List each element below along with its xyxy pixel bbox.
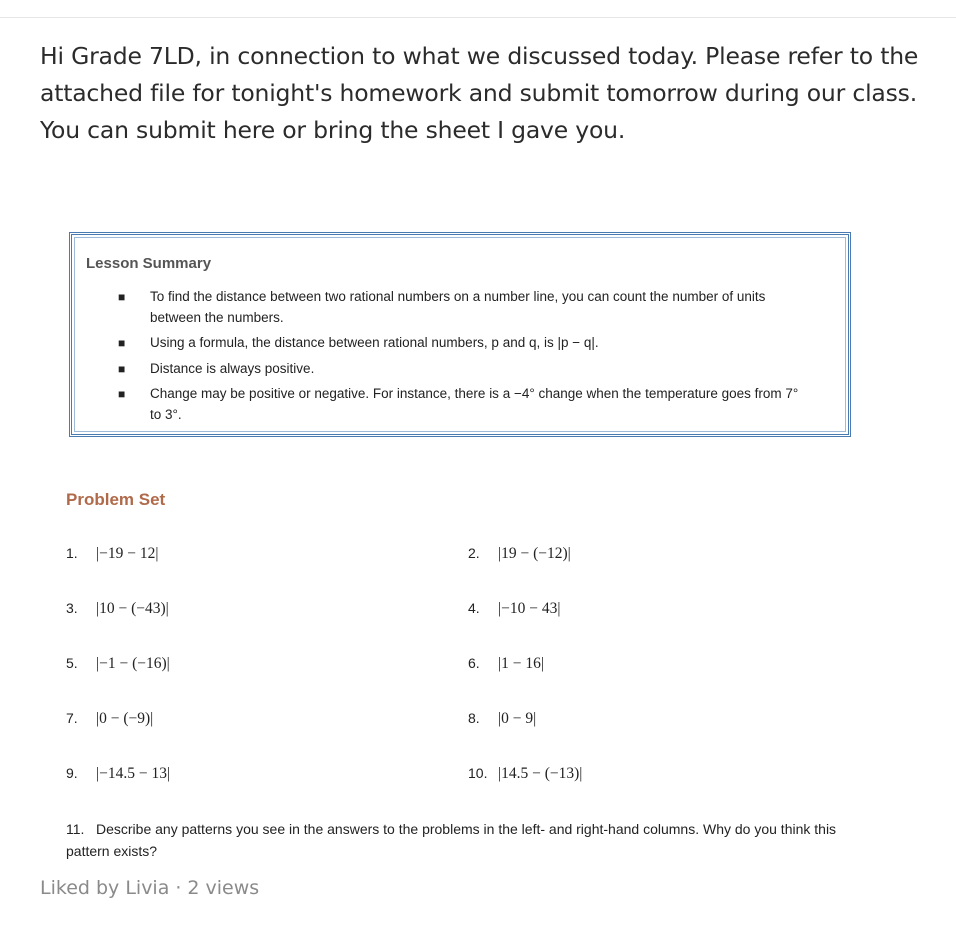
bullet-icon: ■ bbox=[118, 290, 126, 304]
attachment-image[interactable] bbox=[40, 200, 920, 859]
problem-item: 2. |19 − (−12)| bbox=[468, 545, 571, 562]
bullet-icon: ■ bbox=[118, 361, 126, 376]
top-divider bbox=[0, 17, 956, 18]
problem-item: 3. |10 − (−43)| bbox=[66, 600, 169, 617]
summary-bullet: ■ To find the distance between two rational numbers on a number line, you can count the number of units between the numbers. bbox=[118, 289, 766, 325]
problem-item: 10. |14.5 − (−13)| bbox=[468, 765, 583, 782]
lesson-summary-title: Lesson Summary bbox=[86, 255, 212, 272]
post-message: Hi Grade 7LD, in connection to what we discussed today. Please refer to the attached file for tonight's homework and submit tomorrow during our class. You can submit here or bring the sheet I gave you. bbox=[40, 42, 919, 144]
problem-item: 4. |−10 − 43| bbox=[468, 600, 561, 617]
summary-bullet: ■ Distance is always positive. bbox=[112, 359, 812, 380]
problem-item: 7. |0 − (−9)| bbox=[66, 710, 154, 727]
liked-by-link[interactable]: Liked by Livia bbox=[40, 877, 170, 899]
summary-bullet: ■ Using a formula, the distance between rational numbers, p and q, is |p − q|. bbox=[112, 333, 812, 354]
problem-item: 1. |−19 − 12| bbox=[66, 545, 159, 562]
summary-bullet: ■ Change may be positive or negative. For instance, there is a −4° change when the temperature goes from 7° to 3°. bbox=[118, 386, 799, 422]
problem-set-title: Problem Set bbox=[66, 490, 166, 509]
post-footer bbox=[40, 877, 259, 899]
views-count: 2 views bbox=[187, 877, 260, 899]
lesson-summary-box bbox=[69, 232, 851, 437]
problem-item: 6. |1 − 16| bbox=[468, 655, 544, 672]
lesson-summary-bullets bbox=[112, 287, 812, 430]
separator: · bbox=[175, 877, 182, 899]
problem-item: 9. |−14.5 − 13| bbox=[66, 765, 171, 782]
bullet-icon: ■ bbox=[118, 336, 126, 350]
bullet-icon: ■ bbox=[118, 387, 126, 401]
problem-item: 8. |0 − 9| bbox=[468, 710, 537, 727]
problem-item: 5. |−1 − (−16)| bbox=[66, 655, 170, 672]
question-11: 11. Describe any patterns you see in the answers to the problems in the left- and right-hand columns. Why do you think this pattern exists? bbox=[66, 821, 837, 859]
